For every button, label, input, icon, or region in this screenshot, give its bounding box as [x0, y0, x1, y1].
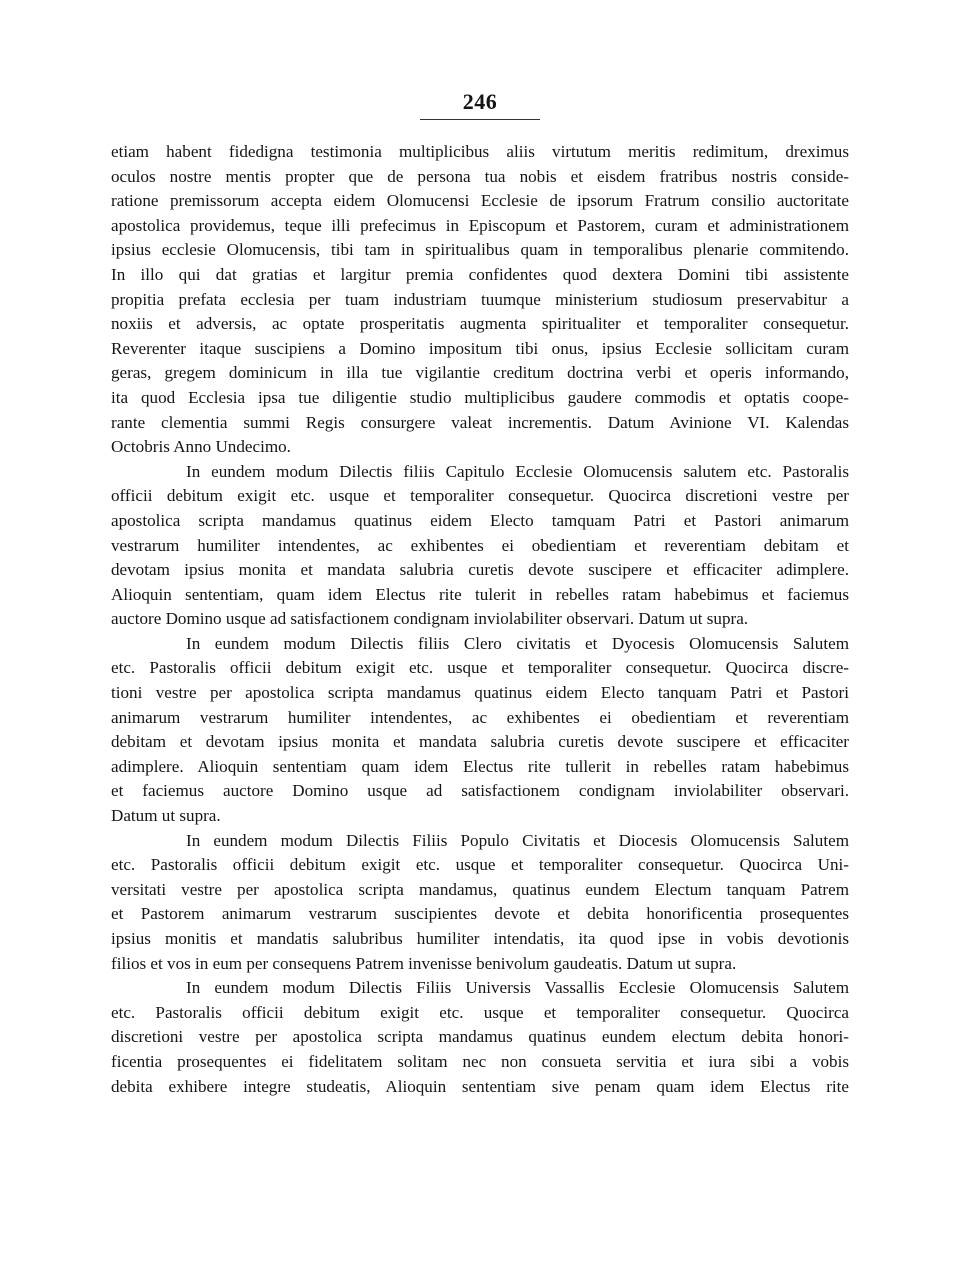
text-line: In eundem modum Dilectis Filiis Universis Vassallis Ecclesie Olomucensis Salutem [186, 978, 849, 998]
text-line: rante clementia summi Regis consurgere valeat incrementis. Datum Avinione VI. Kalendas [111, 412, 849, 432]
text-line: officii debitum exigit etc. usque et temporaliter consequetur. Quocirca discretioni vestre per [111, 486, 849, 506]
text-line: auctore Domino usque ad satisfactionem condignam inviolabiliter observari. Datum ut supra. [111, 609, 749, 629]
text-line: animarum vestrarum humiliter intendentes, ac exhibentes ei obedientiam et reverentiam [111, 707, 849, 727]
text-line: Datum ut supra. [111, 806, 221, 826]
text-line: ipsius monitis et mandatis salubribus humiliter intendatis, ita quod ipse in vobis devotionis [111, 929, 849, 948]
header-rule [420, 119, 540, 120]
text-line: Octobris Anno Undecimo. [111, 437, 291, 457]
text-line: et Pastorem animarum vestrarum suscipientes devote et debita honorificentia prosequentes [111, 904, 849, 924]
text-line: In illo qui dat gratias et largitur premia confidentes quod dextera Domini tibi assistente [111, 264, 849, 284]
text-line: oculos nostre mentis propter que de persona tua nobis et eisdem fratribus nostris conside- [111, 166, 849, 186]
text-line: tioni vestre per apostolica scripta mandamus quatinus eidem Electo tanquam Patri et Pastori [111, 683, 849, 703]
text-line: In eundem modum Dilectis Filiis Populo Civitatis et Diocesis Olomucensis Salutem [186, 830, 849, 850]
text-line: noxiis et adversis, ac optate prosperitatis augmenta spiritualiter et temporaliter consequetur. [111, 314, 849, 334]
text-line: Reverenter itaque suscipiens a Domino impositum tibi onus, ipsius Ecclesie sollicitam curam [111, 338, 849, 358]
text-line: et faciemus auctore Domino usque ad satisfactionem condignam inviolabiliter observari. [111, 781, 849, 801]
text-line: ficentia prosequentes ei fidelitatem solitam nec non consueta servitia et iura sibi a vobis [111, 1051, 849, 1071]
text-line: propitia prefata ecclesia per tuam industriam tuumque ministerium studiosum preservabitur a [111, 289, 849, 309]
text-line: ratione premissorum accepta eidem Olomucensi Ecclesie de ipsorum Fratrum consilio auctoritate [111, 191, 849, 211]
text-line: debitam et devotam ipsius monita et mandata salubria curetis devote suscipere et efficaciter [111, 732, 849, 752]
text-line: ita quod Ecclesia ipsa tue diligentie studio multiplicibus gaudere commodis et optatis coope- [111, 387, 849, 407]
text-line: etc. Pastoralis officii debitum exigit etc. usque et temporaliter consequetur. Quocirca Uni- [111, 855, 849, 875]
text-line: Alioquin sententiam, quam idem Electus rite tulerit in rebelles ratam habebimus et faciemus [111, 584, 849, 604]
text-line: ipsius ecclesie Olomucensis, tibi tam in spiritualibus quam in temporalibus plenarie commitendo. [111, 240, 849, 260]
page-number: 246 [462, 89, 498, 114]
text-line: vestrarum humiliter intendentes, ac exhibentes ei obedientiam et reverentiam debitam et [111, 535, 849, 555]
text-line: debita exhibere integre studeatis, Alioquin sententiam sive penam quam idem Electus rite [111, 1076, 849, 1096]
text-line: etc. Pastoralis officii debitum exigit etc. usque et temporaliter consequetur. Quocirca discre- [111, 658, 849, 678]
text-line: apostolica scripta mandamus quatinus eidem Electo tamquam Patri et Pastori animarum [111, 510, 849, 530]
text-line: apostolica providemus, teque illi prefecimus in Episcopum et Pastorem, curam et administrationem [111, 215, 849, 235]
text-line: devotam ipsius monita et mandata salubria curetis devote suscipere et efficaciter adimplere. [111, 560, 849, 580]
text-line: geras, gregem dominicum in illa tue vigilantie creditum doctrina verbi et operis informando, [111, 363, 849, 383]
text-line: etiam habent fidedigna testimonia multiplicibus aliis virtutum meritis redimitum, dreximus [111, 142, 849, 161]
text-line: In eundem modum Dilectis filiis Capitulo Ecclesie Olomucensis salutem etc. Pastoralis [186, 461, 849, 481]
text-line: discretioni vestre per apostolica scripta mandamus quatinus eundem electum debita honori- [111, 1027, 849, 1047]
text-line: In eundem modum Dilectis filiis Clero civitatis et Dyocesis Olomucensis Salutem [186, 633, 849, 653]
text-line: versitati vestre per apostolica scripta mandamus, quatinus eundem Electum tanquam Patrem [111, 879, 849, 899]
text-line: filios et vos in eum per consequens Patrem invenisse benivolum gaudeatis. Datum ut supra. [111, 953, 737, 973]
text-line: etc. Pastoralis officii debitum exigit etc. usque et temporaliter consequetur. Quocirca [111, 1002, 849, 1022]
text-line: adimplere. Alioquin sententiam quam idem Electus rite tullerit in rebelles ratam habebimus [111, 756, 849, 776]
body-text [111, 140, 849, 1099]
